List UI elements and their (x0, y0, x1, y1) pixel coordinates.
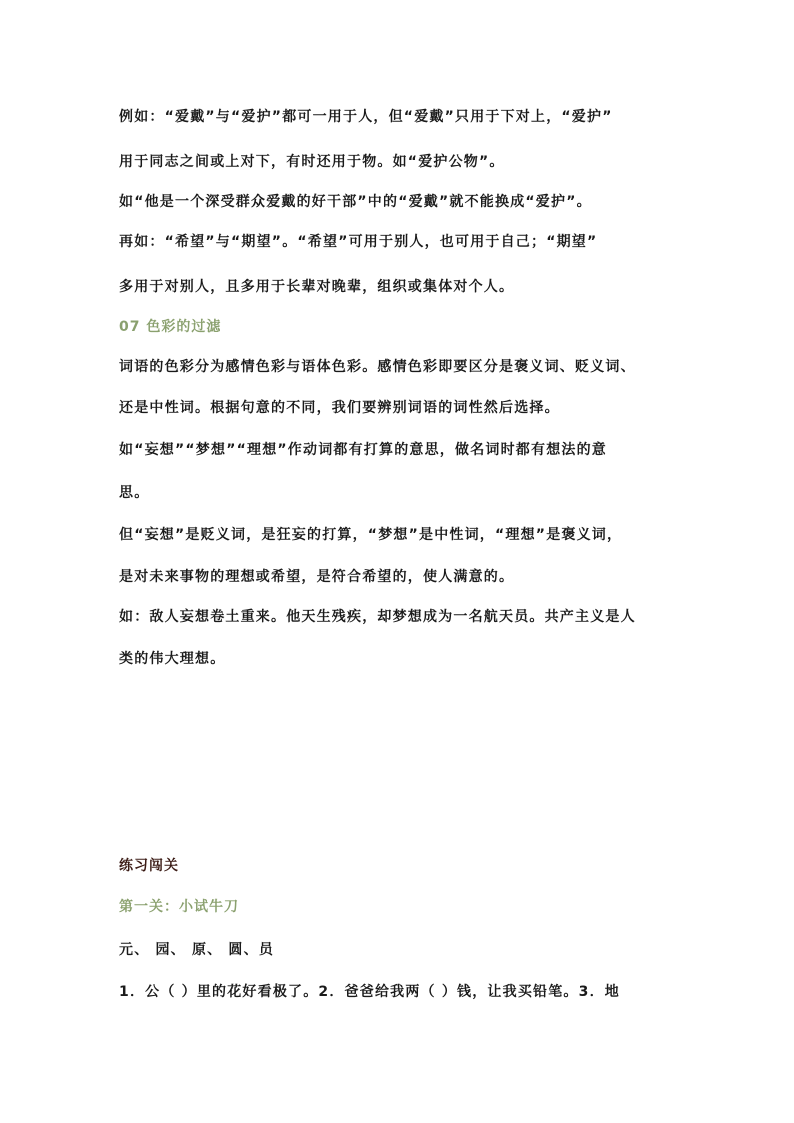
body-line-5: 多用于对别人，且多用于长辈对晚辈，组织或集体对个人。 (119, 279, 515, 295)
section-07-title: 07 色彩的过滤 (119, 319, 222, 335)
section-07-line-7: 如：敌人妄想卷土重来。他天生残疾，却梦想成为一名航天员。共产主义是人 (119, 609, 636, 625)
section-07-line-8: 类的伟大理想。 (119, 651, 226, 667)
word-options: 元、 园、 原、 圆、员 (119, 942, 275, 958)
section-07-line-6: 是对未来事物的理想或希望，是符合希望的，使人满意的。 (119, 569, 515, 585)
body-line-4: 再如：“希望”与“期望”。“希望”可用于别人，也可用于自己；“期望” (119, 234, 598, 250)
section-07-line-3: 如“妄想”“梦想”“理想”作动词都有打算的意思，做名词时都有想法的意 (119, 442, 608, 458)
section-07-line-4: 思。 (119, 485, 150, 501)
body-line-3: 如“他是一个深受群众爱戴的好干部”中的“爱戴”就不能换成“爱护”。 (119, 194, 592, 210)
section-07-line-5: 但“妄想”是贬义词，是狂妄的打算，“梦想”是中性词，“理想”是褒义词， (119, 527, 623, 543)
body-line-1: 例如：“爱戴”与“爱护”都可一用于人，但“爱戴”只用于下对上，“爱护” (119, 109, 613, 125)
practice-title: 练习闯关 (119, 858, 179, 874)
section-07-line-2: 还是中性词。根据句意的不同，我们要辨别词语的词性然后选择。 (119, 400, 560, 416)
question-line: 1．公（ ）里的花好看极了。2．爸爸给我两（ ）钱，让我买铅笔。3．地 (119, 984, 620, 1000)
section-07-line-1: 词语的色彩分为感情色彩与语体色彩。感情色彩即要区分是褒义词、贬义词、 (119, 359, 636, 375)
level1-title: 第一关：小试牛刀 (119, 899, 239, 915)
body-line-2: 用于同志之间或上对下，有时还用于物。如“爱护公物”。 (119, 154, 505, 170)
